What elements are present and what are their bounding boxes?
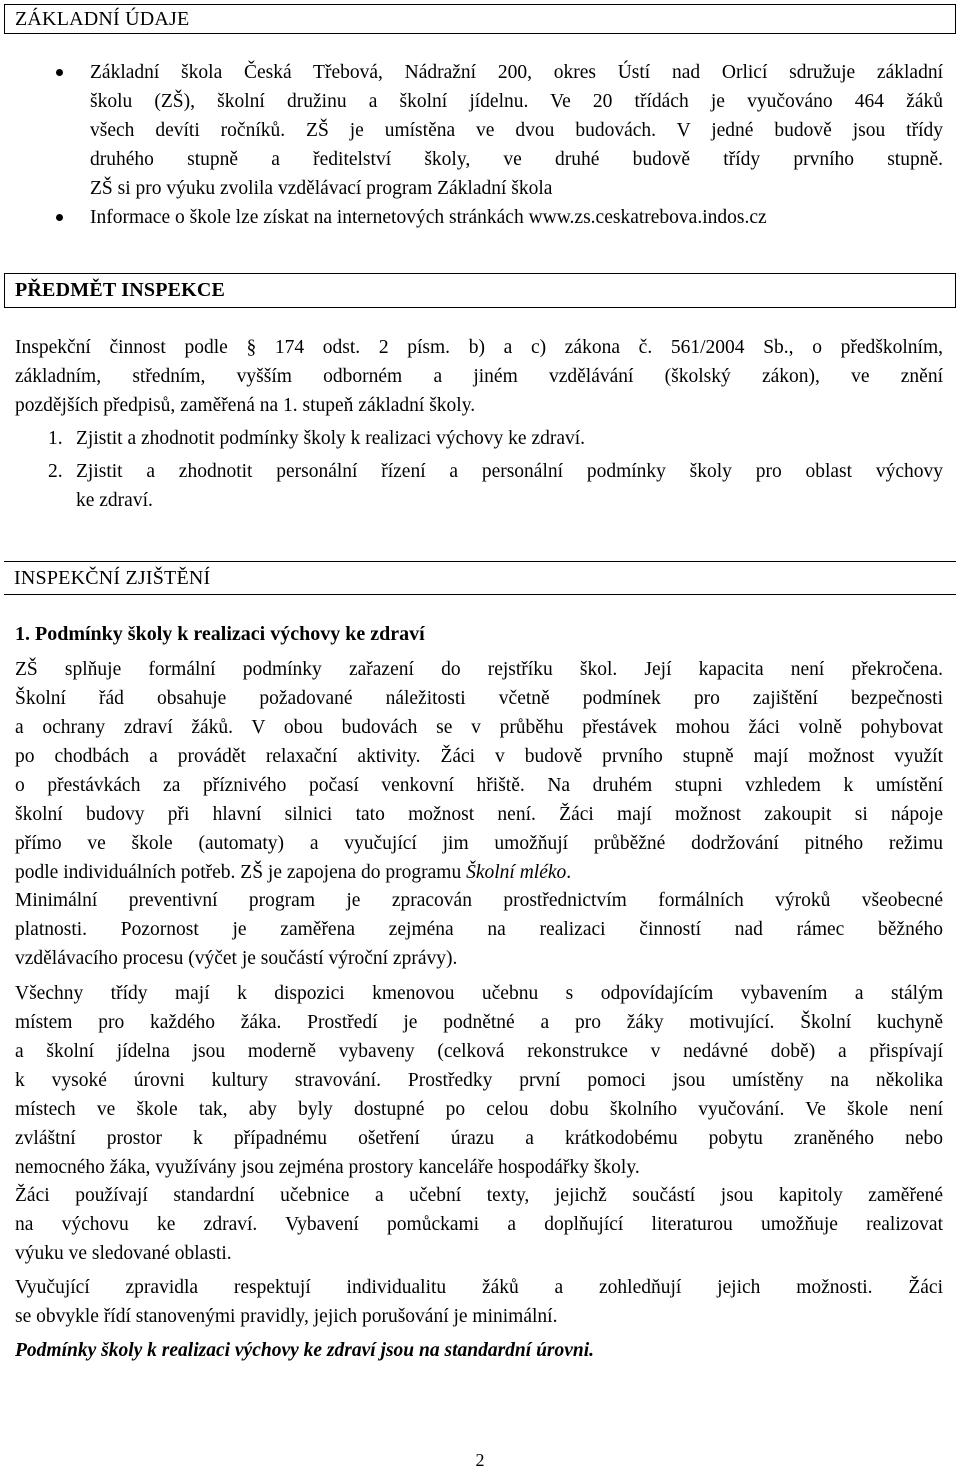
- list-item: [15, 58, 943, 203]
- item-number: 2.: [48, 461, 63, 482]
- text-line: místem pro každého žáka. Prostředí je podnětné a pro žáky motivující. Školní kuchyně: [15, 1012, 943, 1033]
- text-segment: .: [566, 862, 572, 883]
- section-heading-subject-text: PŘEDMĚT INSPEKCE: [15, 279, 226, 301]
- text-line: se obvykle řídí stanovenými pravidly, jejich porušování je minimální.: [15, 1306, 558, 1327]
- findings-paragraph-2: [15, 886, 943, 973]
- bullet-icon: [56, 214, 63, 221]
- text-line: Inspekční činnost podle § 174 odst. 2 písm. b) a c) zákona č. 561/2004 Sb., o předškolním,: [15, 337, 943, 358]
- findings-subheading: [15, 620, 943, 649]
- findings-paragraph-5: [15, 1273, 943, 1331]
- text-line: k vysoké úrovni kultury stravování. Prostředky první pomoci jsou umístěny na několika: [15, 1070, 943, 1091]
- text-line: ZŠ splňuje formální podmínky zařazení do rejstříku škol. Její kapacita není překročena.: [15, 659, 943, 680]
- text-line: Minimální preventivní program je zpracován prostřednictvím formálních výroků všeobecné: [15, 890, 943, 911]
- section-heading-basic: [4, 4, 956, 34]
- basic-info-list: [15, 58, 943, 232]
- text-line: Základní škola Česká Třebová, Nádražní 200, okres Ústí nad Orlicí sdružuje základní: [90, 62, 943, 83]
- text-line: školní budovy při hlavní silnici tato možnost není. Žáci mají možnost zakoupit si nápoje: [15, 804, 943, 825]
- text-line: Zjistit a zhodnotit personální řízení a personální podmínky školy pro oblast výchovy: [76, 461, 943, 482]
- text-line: Žáci používají standardní učebnice a učební texty, jejichž součástí jsou kapitoly zaměřené: [15, 1185, 943, 1206]
- list-item: [15, 203, 943, 232]
- text-line: po chodbách a provádět relaxační aktivity. Žáci v budově prvního stupně mají možnost využít: [15, 746, 943, 767]
- text-line: ZŠ si pro výuku zvolila vzdělávací program Základní škola: [90, 178, 553, 199]
- text-line: místech ve škole tak, aby byly dostupné po celou dobu školního vyučování. Ve škole není: [15, 1099, 943, 1120]
- text-line: a školní jídelna jsou moderně vybaveny (celková rekonstrukce v nedávné době) a přispívají: [15, 1041, 943, 1062]
- text-line: na výchovu ke zdraví. Vybavení pomůckami a doplňující literaturou umožňuje realizovat: [15, 1214, 943, 1235]
- section-heading-subject: [4, 273, 956, 308]
- text-line: nemocného žáka, využívány jsou zejména prostory kanceláře hospodářky školy.: [15, 1157, 640, 1178]
- text-line: výuku ve sledované oblasti.: [15, 1243, 232, 1264]
- text-line: Informace o škole lze získat na internetových stránkách www.zs.ceskatrebova.indos.cz: [90, 207, 767, 228]
- text-line: ke zdraví.: [76, 490, 153, 511]
- section-heading-findings-text: INSPEKČNÍ ZJIŠTĚNÍ: [14, 567, 211, 589]
- text-line: a ochrany zdraví žáků. V obou budovách se v průběhu přestávek mohou žáci volně pohybovat: [15, 717, 943, 738]
- text-line: platnosti. Pozornost je zaměřena zejména na realizaci činností nad rámec běžného: [15, 919, 943, 940]
- findings-paragraph-4: [15, 1181, 943, 1268]
- text-line: zvláštní prostor k případnému ošetření úrazu a krátkodobému pobytu zraněného nebo: [15, 1128, 943, 1149]
- item-number: 1.: [48, 428, 63, 449]
- text-line: přímo ve škole (automaty) a vyučující jim umožňují průběžné dodržování pitného režimu: [15, 833, 943, 854]
- section-heading-findings: [4, 561, 956, 596]
- text-line: pozdějších předpisů, zaměřená na 1. stupeň základní školy.: [15, 395, 476, 416]
- bullet-icon: [56, 69, 63, 76]
- subject-intro: [15, 333, 943, 420]
- text-segment: podle individuálních potřeb. ZŠ je zapojena do programu: [15, 862, 467, 883]
- text-line: školu (ZŠ), školní družinu a školní jídelnu. Ve 20 třídách je vyučováno 464 žáků: [90, 91, 943, 112]
- findings-paragraph-3: [15, 979, 943, 1182]
- text-line: Vyučující zpravidla respektují individualitu žáků a zohledňují jejich možnosti. Žáci: [15, 1277, 943, 1298]
- findings-conclusion: [15, 1336, 943, 1365]
- program-name: Školní mléko: [466, 862, 567, 883]
- text-line: o přestávkách za příznivého počasí venkovní hřiště. Na druhém stupni vzhledem k umístění: [15, 775, 943, 796]
- text-line: Zjistit a zhodnotit podmínky školy k realizaci výchovy ke zdraví.: [76, 428, 586, 449]
- findings-subheading-text: 1. Podmínky školy k realizaci výchovy ke zdraví: [15, 623, 425, 645]
- text-line: základním, středním, vyšším odborném a jiném vzdělávání (školský zákon), ve znění: [15, 366, 943, 387]
- text-line: všech devíti ročníků. ZŠ je umístěna ve dvou budovách. V jedné budově jsou třídy: [90, 120, 943, 141]
- conclusion-text: Podmínky školy k realizaci výchovy ke zdraví jsou na standardní úrovni.: [15, 1340, 595, 1361]
- page-number: 2: [475, 1450, 485, 1470]
- text-line: vzdělávacího procesu (výčet je součástí výroční zprávy).: [15, 948, 458, 969]
- text-line: [15, 858, 943, 887]
- text-line: Všechny třídy mají k dispozici kmenovou učebnu s odpovídajícím vybavením a stálým: [15, 983, 943, 1004]
- findings-paragraph-1: [15, 655, 943, 887]
- heading-underline: [4, 594, 956, 595]
- text-line: Školní řád obsahuje požadované náležitosti včetně podmínek pro zajištění bezpečnosti: [15, 688, 943, 709]
- text-line: druhého stupně a ředitelství školy, ve druhé budově třídy prvního stupně.: [90, 149, 943, 170]
- section-heading-basic-text: ZÁKLADNÍ ÚDAJE: [15, 8, 190, 30]
